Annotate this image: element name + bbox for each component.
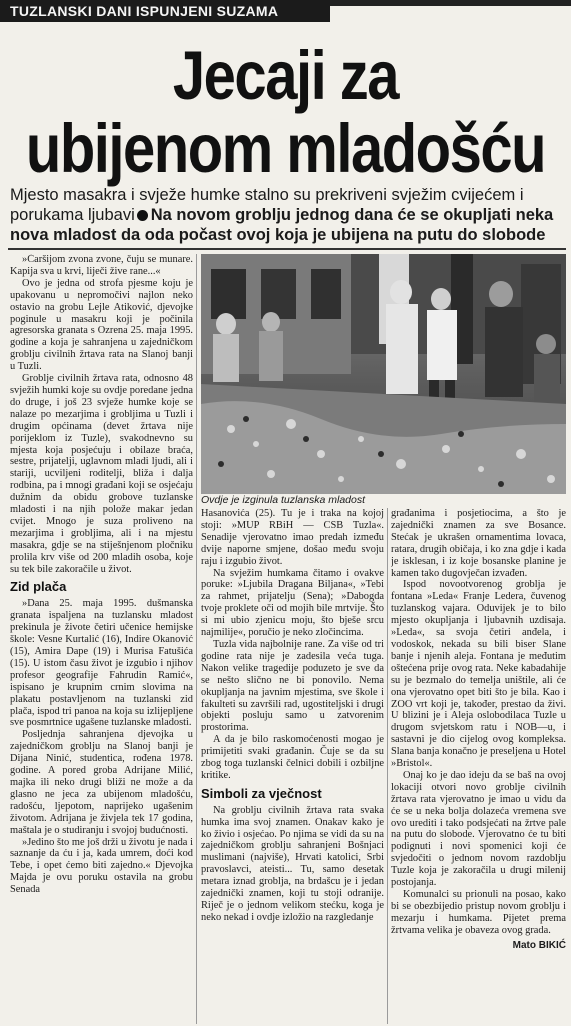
paragraph: »Čaršijom zvona zvone, čuju se munare. Kapija sva u krvi, liječi žive rane...« <box>10 254 193 277</box>
article-column-2 <box>201 508 384 1024</box>
lead-part-1: Mjesto masakra i svježe humke stalno su prekriveni svježim cvijećem i porukama ljubavi <box>10 186 524 224</box>
photo-caption: Ovdje je izginula tuzlanska mladost <box>201 494 366 506</box>
paragraph: Tuzla vida najbolnije rane. Za više od tri godine rata nije je zadesila veća tuga. Nakon velike tragedije poduzeto je sve da se nešto slično ne bi ponovilo. Nema okupljanja na javnim mjestima, sve škole i fakulteti su završili rad, ugostiteljski i drugi objekti posluju samo u zatvorenim prostorima. <box>201 638 384 734</box>
headline <box>0 37 571 188</box>
paragraph: Hasanovića (25). Tu je i traka na kojoj stoji: »MUP RBiH — CSB Tuzla«. Senadije vjerovatno imao predah između dvije naporne smjene, došao među svoju raju i izgubio život. <box>201 508 384 567</box>
article-column-3 <box>391 508 566 1024</box>
bullet-icon <box>137 210 148 221</box>
header-divider <box>8 248 566 250</box>
kicker-bar: TUZLANSKI DANI ISPUNJENI SUZAMA <box>0 0 330 22</box>
paragraph: »Jedino što me još drži u životu je nada i saznanje da ću i ja, kada umrem, doći kod Tebe, i opet ćemo biti zajedno.« Djevojka Majda je ovu poruku ostavila na grobu Senada <box>10 836 193 896</box>
paragraph: Na svježim humkama čitamo i ovakve poruke: »Ljubila Dragana Biljana«, »Tebi za rahmet, prijatelju (Sena); »Dabogda tvoje proklete oči od mojih bile mrtvije. Što si mi ubio zjenicu moju, što bješe srcu najmilije«, poručio je neko zločincima. <box>201 567 384 639</box>
paragraph: Ispod novootvorenog groblja je fontana »Leda« Franje Ledera, čuvenog tuzlanskog vajara. Oduvijek je to bilo mjesto okupljanja i ljubavnih uzdisaja. »Leda«, sa svoja četiri anđela, i vodoskok, nekada su bili biser Slane banje i njenih aleja. Fontana je međutim oštećena prije ovog rata. Neke kabadahije su je bezmalo do temelja uništile, ali će ona vjerovatno opet biti što je bila. Kao i ZOO vrt koji je, također, prestao da živi. U blizini je i Aleja oslobodilaca Tuzle u drugom svjetskom ratu i NOB—u, i sastavni je dio cijelog ovog kompleksa. Slana banja konačno je preseljena u Hotel »Bristol«. <box>391 579 566 770</box>
subheading: Zid plača <box>10 579 67 595</box>
paragraph: Onaj ko je dao ideju da se baš na ovoj lokaciji otvori novo groblje civilnih žrtava rata vjerovatno je imao u vidu da će se u neka bolja dolazeća vremena sve ovo urediti i tako podsjećati na žrtve pale na putu do slobode. Vjerovatno će tu biti podignuti i novi spomenici koji će svjedočiti o jednom novom razdoblju Tuzle koja je zakoračila u drugi milenij postojanja. <box>391 769 566 889</box>
paragraph: »Dana 25. maja 1995. dušmanska granata ispaljena na tuzlansku mladost prekinula je živote četiri učenice hemijske škole: Vesne Kurtalić (16), Indire Okanović (15), Amira Dape (19) i Murisa Fatušića (15). U istom času život je izgubio i njihov profesor geografije Fahrudin Ramić«, ispisano je krupnim crnim slovima na plakatu postavljenom na tuzlanski zid plača, ispod tri panoa na koja su izlijepljene sve posmrtnice ugašene tuzlanske mladosti. <box>10 598 193 729</box>
subheading: Simboli za vječnost <box>201 785 322 801</box>
article-column-1 <box>10 254 193 1024</box>
column-rule <box>196 254 197 1024</box>
paragraph: Na groblju civilnih žrtava rata svaka humka ima svoj znamen. Onakav kako je ko živio i osjećao. Po njima se vidi da su na zajedničkom groblju sahranjeni Bošnjaci muslimani (najviše), Hrvati katolici, Srbi pravoslavci, ateisti... Tu, samo desetak metara iznad groblja, na brdašcu je i jedan zajednički znamen, koji tu stoji odranije. Riječ je o jednom velikom stećku, koga je neko nekad i ovdje izložio na razgledanje <box>201 804 384 923</box>
lead-paragraph <box>10 185 566 245</box>
paragraph: građanima i posjetiocima, a što je zajednički znamen za sve Bosance. Stećak je ukrašen ornamentima lovaca, ratara, drugih običaja, i ko zna gdje i kada je isklesan, i iz koje bosanske planine je kamen tako dugovječan izvađen. <box>391 508 566 579</box>
news-photo <box>201 254 566 494</box>
column-rule <box>387 508 388 1024</box>
paragraph: Ovo je jedna od strofa pjesme koju je upakovanu u nepromočivi najlon neko ostavio na grobu Lejle Atiković, djevojke poginule u masakru koji je počinila agresorska granata s Ozrena 25. maja 1995. godine a koja je sahranjena u zajedničkom groblju civilnih žrtava rata na Slanoj banji u Tuzli. <box>10 277 193 373</box>
lead-part-2: Na novom groblju jednog dana će se okupljati neka nova mladost da oda počast ovoj koja je ubijena na putu do slobode <box>10 206 554 244</box>
byline: Mato BIKIĆ <box>512 939 566 951</box>
top-rule <box>330 0 571 6</box>
paragraph: A da je bilo raskomoćenosti mogao je primijetiti svaki građanin. Čuje se da su zbog toga tuzlanski čelnici dobili i ozbiljne kritike. <box>201 734 384 781</box>
headline-line-1: Jecaji za <box>172 37 399 115</box>
headline-line-2: ubijenom mladošću <box>25 110 546 188</box>
paragraph: Komunalci su prionuli na posao, kako bi se obezbijedio pristup novom groblju i mezarju i humkama. Pijetet prema žrtvama velika je obaveza ovog grada. <box>391 889 566 936</box>
paragraph: Groblje civilnih žrtava rata, odnosno 48 svježih humki koje su ovdje poredane jedna do druge, i još 23 svježe humke koje se nalaze po mezarjima i grobljima u Tuzli i drugim općinama (devet žrtava nije porijeklom iz Tuzle), svakodnevno su mjesta koja posjećuju i obilaze braća, sestre, prijatelji, uglavnom mladi ljudi, ali i stariji, ucviljeni roditelji, bliža i dalja rodbina, pa i mnogi građani koji se osjećaju dužnim da obidu grobove tuzlanske mladosti i na njih polože makar jedan cvijet. Mnogo je suza proliveno na mezarjima i grobljima, ali i na mjestu masakra, gdje se na stiješnjenom pločniku prolila krv više od 200 mladih osoba, koje su tek bile zakoračile u život. <box>10 373 193 575</box>
paragraph: Posljednja sahranjena djevojka u zajedničkom groblju na Slanoj banji je Dijana Ninić, studentica, rođena 1978. godine. A pored groba Adrijane Milić, majka ili neko drugi bliži ne može a da glasno ne jeca za ubijenom mladošću, radošću, ljepotom, naprijeko ugašenim životom. Adrijana je živjela tek 17 godina, maštala je o studiranju i svojoj budućnosti. <box>10 729 193 836</box>
